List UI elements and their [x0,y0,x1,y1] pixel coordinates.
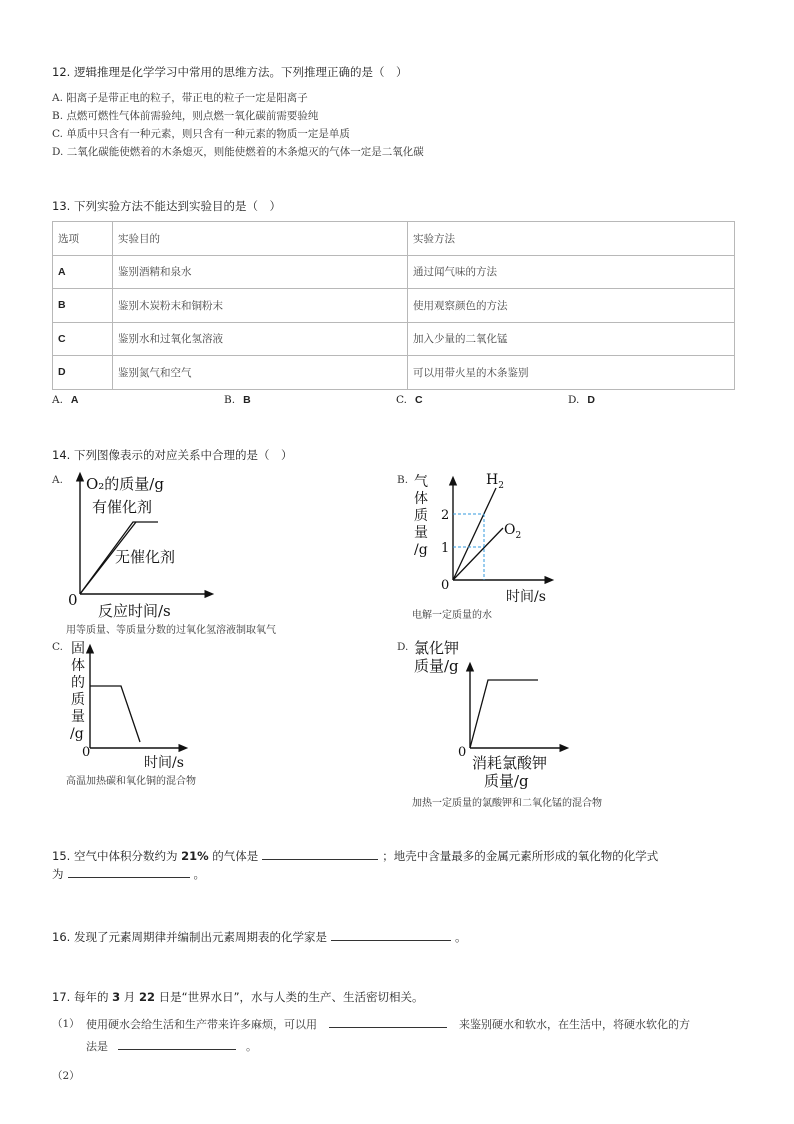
graph-a-caption: 用等质量、等质量分数的过氧化氢溶液制取氧气 [66,625,276,636]
table-row [53,322,735,356]
label-h2: $H_2$ [486,472,504,491]
q17-sub1-text: 使用硬水会给生活和生产带来许多麻烦，可以用 来鉴别硬水和软水，在生活中，将硬水软化的方 法是 。 [86,1018,690,1053]
table-cell: 鉴别木炭粉末和铜粉末 [113,289,408,323]
graph-d [410,636,580,794]
label-no-catalyst: 无催化剂 [115,548,176,566]
q15-line2: 为 。 [52,867,205,881]
tick-label-1: 1 [441,541,450,556]
table-header-cell: 选项 [53,222,113,256]
graph-a [60,470,320,620]
q12-option-b: B. 点燃可燃性气体前需验纯，则点燃一氧化碳前需要验纯 [52,110,319,122]
graph-c-caption: 高温加热碳和氧化铜的混合物 [66,776,196,787]
table-cell: A [53,255,113,289]
y-axis-char: 固 [71,641,85,657]
graph-c [66,636,206,772]
graph-a-label: A. [52,474,63,486]
label-o2: $O_2$ [504,522,522,541]
graph-b [410,466,570,606]
y-axis-char: 量 [71,709,85,725]
table-cell: 鉴别氮气和空气 [113,356,408,390]
origin-label: 0 [82,745,91,760]
q13-choice-b: B. B [224,394,251,406]
table-row [53,289,735,323]
graph-b-label: B. [397,474,409,486]
graph-c-label: C. [52,641,63,653]
line-h2 [453,488,496,580]
origin-label: 0 [68,591,78,609]
y-axis-char: 气 [414,474,428,490]
q15-percent: 21% [181,849,209,863]
graph-d-svg [410,636,580,794]
table-row [53,255,735,289]
y-axis-label-line1: 氯化钾 [414,639,460,657]
table-cell: C [53,322,113,356]
table-cell: B [53,289,113,323]
y-axis-char: 的 [71,675,85,691]
table-row [53,356,735,390]
q13-table [52,221,735,390]
q12-option-a: A. 阳离子是带正电的粒子，带正电的粒子一定是阳离子 [52,92,308,104]
q17-sub1-number: （1） [52,1018,80,1030]
q14-stem: 14. 下列图像表示的对应关系中合理的是（ ） [52,448,293,462]
x-axis-label: 反应时间/s [98,602,171,620]
q12-option-d: D. 二氧化碳能使燃着的木条熄灭，则能使燃着的木条熄灭的气体一定是二氧化碳 [52,146,424,158]
q17-sub2-number: （2） [52,1070,80,1082]
q17-stem: 17. 每年的 3 月 22 日是“世界水日”，水与人类的生产、生活密切相关。 [52,990,424,1004]
q13-choice-a: A. A [52,394,79,406]
q17-blank-2[interactable] [118,1048,236,1050]
q15-blank-2[interactable] [68,876,190,878]
x-axis-label: 时间/s [506,589,546,605]
graph-c-svg [66,636,206,772]
q15-line1: 15. 空气中体积分数约为 21% 的气体是 ；地壳中含量最多的金属元素所形成的氧化物的化学式 [52,849,659,863]
y-axis-char: /g [414,542,428,558]
table-header-cell: 实验方法 [408,222,735,256]
table-cell: 使用观察颜色的方法 [408,289,735,323]
x-axis-label: 时间/s [144,755,184,771]
q16-line: 16. 发现了元素周期律并编制出元素周期表的化学家是 。 [52,930,467,944]
line-mass [90,686,140,742]
y-axis-char: /g [70,726,84,742]
y-axis-label: O₂的质量/g [86,475,164,493]
table-cell: D [53,356,113,390]
q13-choice-c: C. C [396,394,423,406]
x-axis-label-line2: 质量/g [484,772,529,790]
graph-d-caption: 加热一定质量的氯酸钾和二氧化锰的混合物 [412,798,602,809]
label-catalyst: 有催化剂 [92,498,153,516]
tick-label-2: 2 [441,508,450,523]
y-axis-char: 体 [414,491,428,507]
table-cell: 加入少量的二氧化锰 [408,322,735,356]
table-cell: 鉴别水和过氧化氢溶液 [113,322,408,356]
q17-blank-1[interactable] [329,1026,447,1028]
graph-b-caption: 电解一定质量的水 [412,610,492,621]
q13-choice-d: D. D [568,394,595,406]
graph-d-label: D. [397,641,409,653]
table-cell: 鉴别酒精和泉水 [113,255,408,289]
q15-blank-1[interactable] [262,858,378,860]
table-cell: 通过闻气味的方法 [408,255,735,289]
origin-label: 0 [458,745,467,760]
q13-stem: 13. 下列实验方法不能达到实验目的是（ ） [52,199,281,213]
table-cell: 可以用带火星的木条鉴别 [408,356,735,390]
y-axis-char: 体 [71,658,85,674]
table-header-row [53,222,735,256]
x-axis-label-line1: 消耗氯酸钾 [472,754,548,772]
q12-option-c: C. 单质中只含有一种元素，则只含有一种元素的物质一定是单质 [52,128,350,140]
y-axis-char: 质 [71,692,85,708]
graph-a-svg [60,470,320,620]
graph-b-svg [410,466,570,606]
q16-blank[interactable] [331,939,451,941]
line-o2 [453,528,503,580]
q12-stem: 12. 逻辑推理是化学学习中常用的思维方法。下列推理正确的是（ ） [52,65,408,79]
line-kcl [470,680,538,748]
y-axis-char: 质 [414,508,428,524]
y-axis-label-line2: 质量/g [414,657,459,675]
y-axis-char: 量 [414,525,428,541]
origin-label: 0 [441,578,450,593]
table-header-cell: 实验目的 [113,222,408,256]
